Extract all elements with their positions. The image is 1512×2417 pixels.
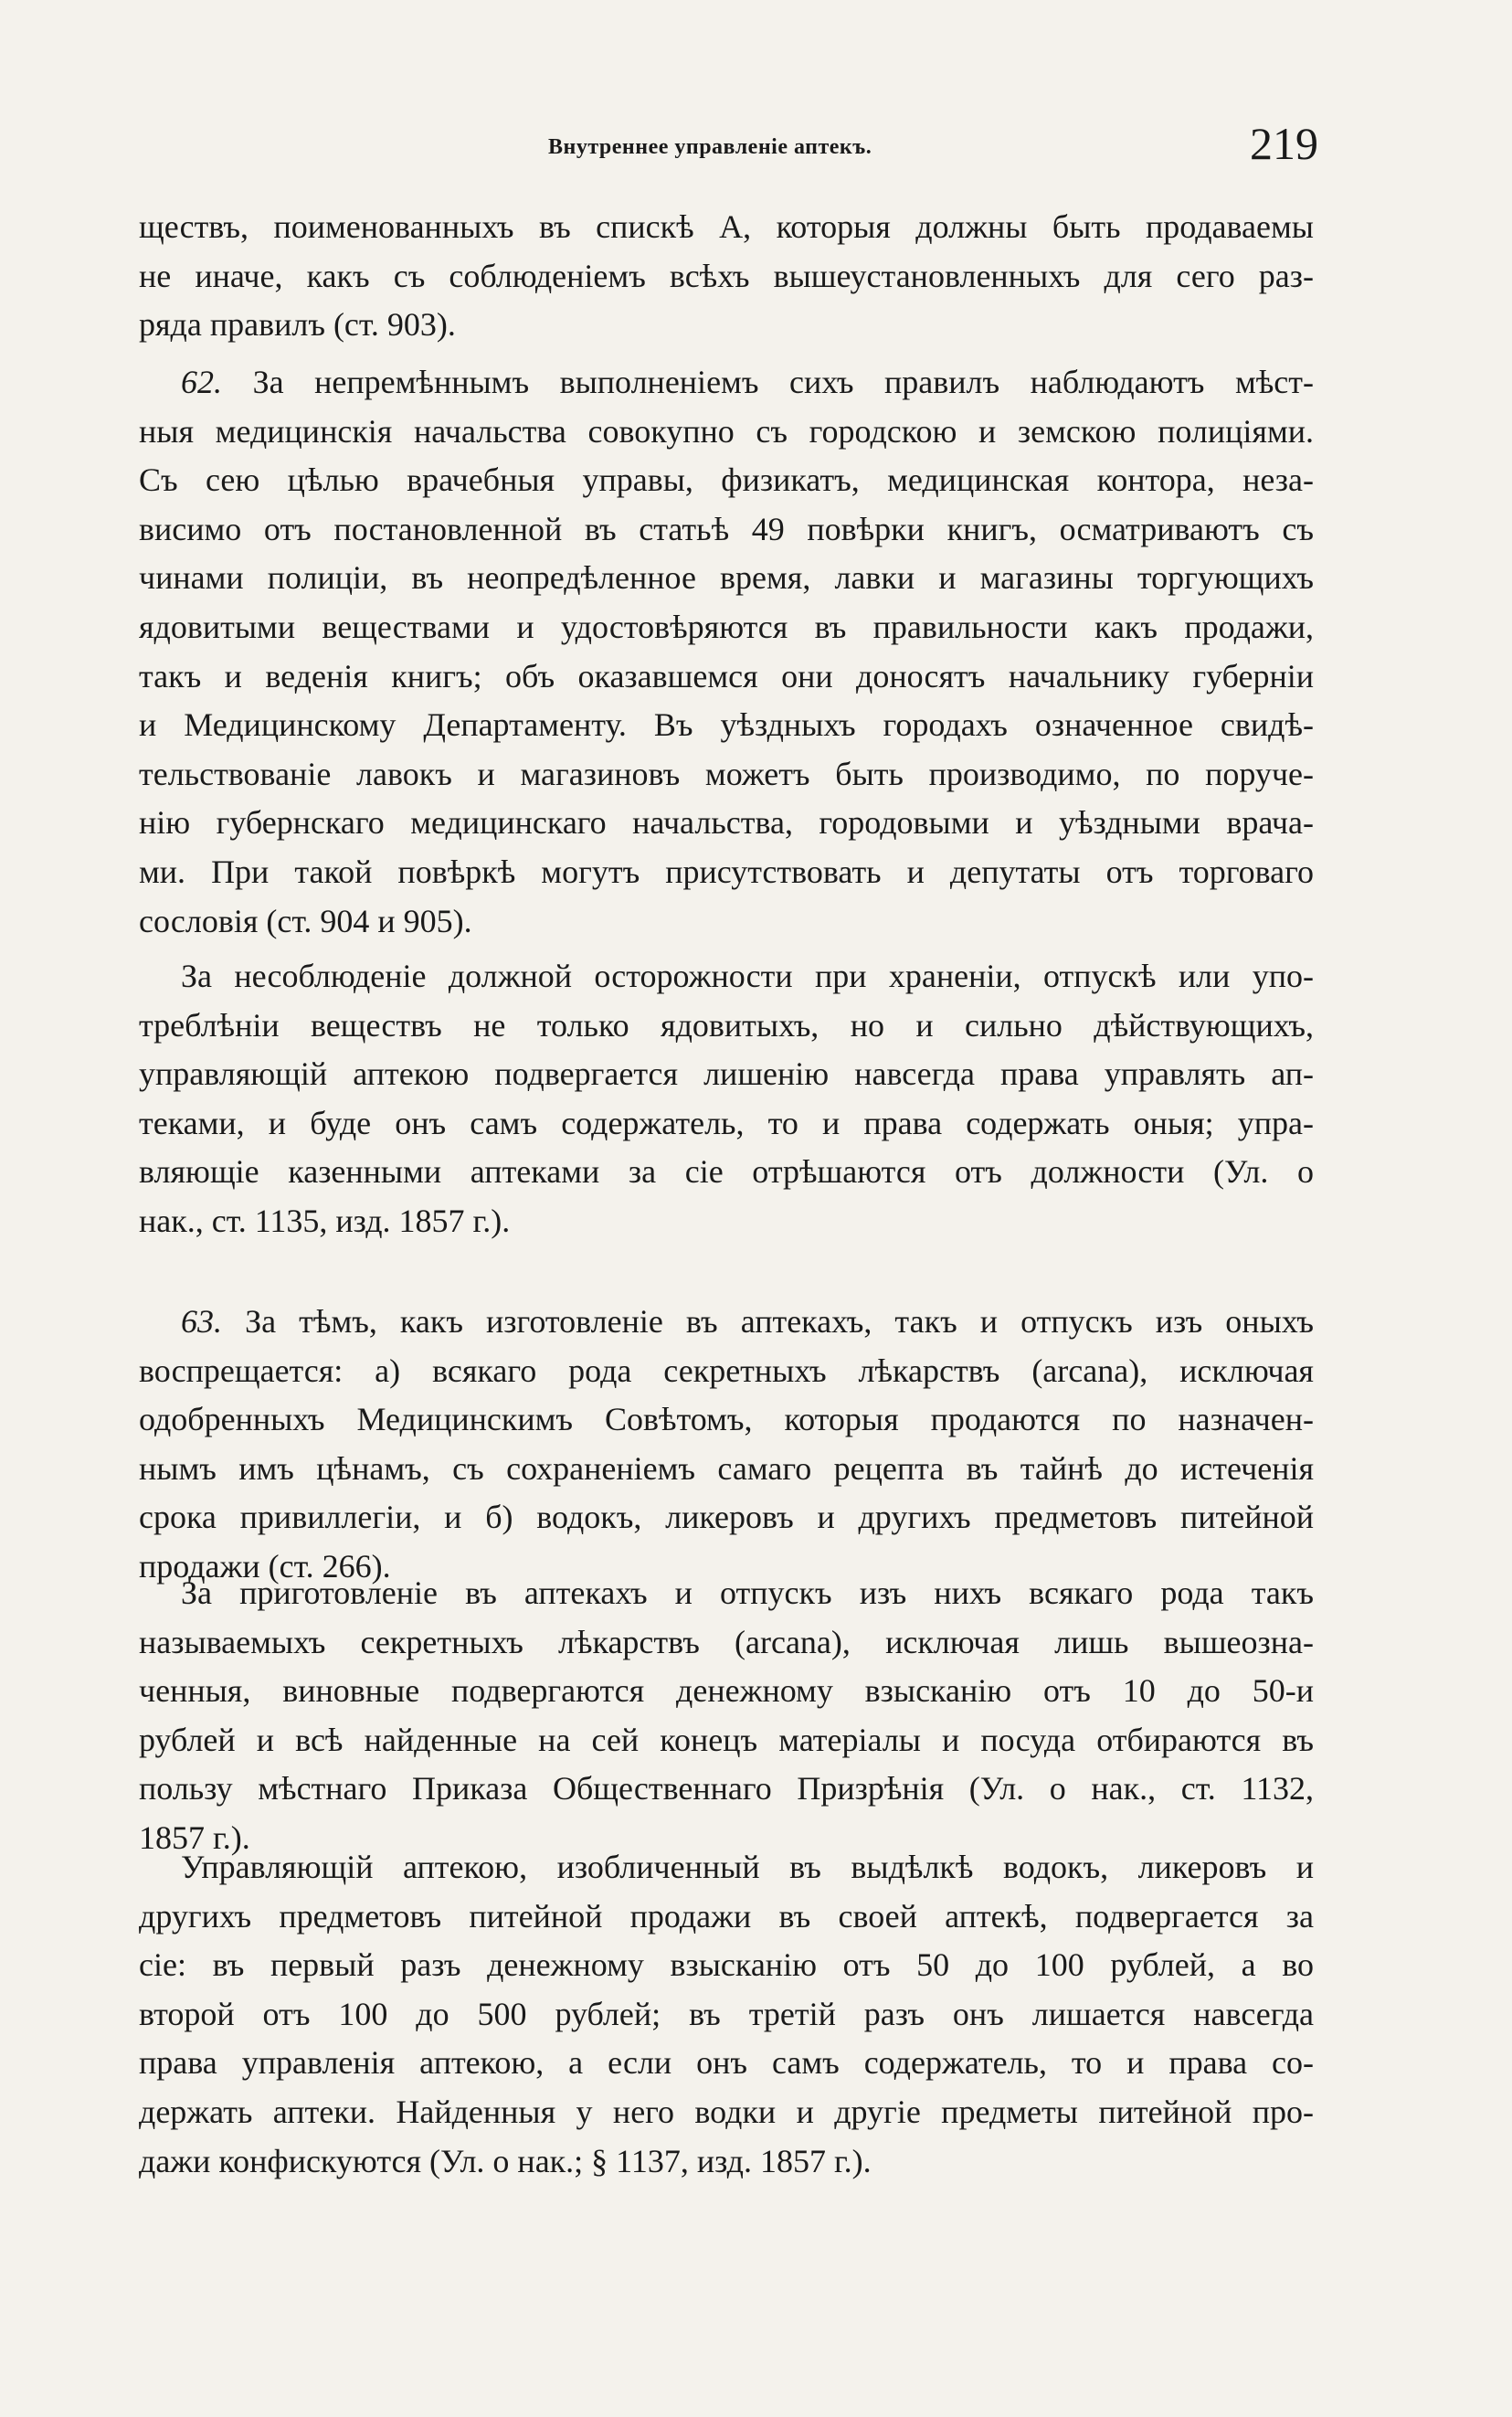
text-line-content: продажи (ст. 266). (139, 1547, 391, 1585)
text-line (139, 2039, 1314, 2088)
text-line-content: За непремѣннымъ выполненіемъ сихъ правилъ наблюдаютъ мѣст- (252, 364, 1315, 400)
text-line-content: управляющій аптекою подвергается лишенію навсегда права управлять ап- (139, 1055, 1314, 1093)
text-line (139, 554, 1314, 603)
text-line (139, 1990, 1314, 2040)
text-line (139, 1445, 1314, 1494)
text-line-content: ченныя, виновные подвергаются денежному взысканію отъ 10 до 50-и (139, 1672, 1314, 1710)
text-line-content: ядовитыми веществами и удостовѣряются въ правильности какъ продажи, (139, 608, 1314, 645)
text-line (139, 1099, 1314, 1149)
text-line-content: такъ и веденія книгъ; объ оказавшемся они доносятъ начальнику губерніи (139, 657, 1314, 694)
text-line-content: За приготовленіе въ аптекахъ и отпускъ изъ нихъ всякаго рода такъ (181, 1574, 1314, 1611)
text-line (139, 799, 1314, 848)
text-line-content: дажи конфискуются (Ул. о нак.; § 1137, изд. 1857 г.). (139, 2142, 872, 2179)
text-line-content: ществъ, поименованныхъ въ спискѣ А, которыя должны быть продаваемы (139, 208, 1314, 245)
text-line (139, 1569, 1314, 1618)
text-line-content: нак., ст. 1135, изд. 1857 г.). (139, 1202, 511, 1239)
text-line (139, 603, 1314, 652)
text-line (139, 203, 1314, 252)
text-line-content: сіе: въ первый разъ денежному взысканію отъ 50 до 100 рублей, а во (139, 1946, 1314, 1984)
text-line-content: одобренныхъ Медицинскимъ Совѣтомъ, которыя продаются по назначен- (139, 1401, 1314, 1438)
text-line (139, 1843, 1314, 1892)
text-line (139, 1667, 1314, 1716)
text-line-content: треблѣніи веществъ не только ядовитыхъ, но и сильно дѣйствующихъ, (139, 1006, 1314, 1044)
text-line-content: Управляющій аптекою, изобличенный въ выдѣлкѣ водокъ, ликеровъ и (181, 1849, 1314, 1885)
text-line-content: тельствованіе лавокъ и магазиновъ можетъ быть производимо, по поруче- (139, 755, 1314, 792)
text-line (139, 252, 1314, 302)
text-line-content: рублей и всѣ найденные на сей конецъ матеріалы и посуда отбираются въ (139, 1721, 1314, 1758)
text-line-content: нію губернскаго медицинскаго начальства, городовыми и уѣздными врача- (139, 804, 1314, 842)
text-line-content: Съ сею цѣлью врачебныя управы, физикатъ, медицинская контора, неза- (139, 461, 1314, 499)
text-line (139, 848, 1314, 897)
paragraph (139, 952, 1314, 1246)
text-line (139, 1493, 1314, 1542)
text-line (139, 1347, 1314, 1396)
paragraph (139, 1843, 1314, 2186)
text-line (139, 1197, 1314, 1246)
text-line (139, 701, 1314, 750)
section-number: 63. (181, 1303, 222, 1340)
text-line-content: ряда правилъ (ст. 903). (139, 306, 456, 344)
text-line (139, 1298, 1314, 1347)
text-line (139, 1892, 1314, 1942)
text-line-content: не иначе, какъ съ соблюденіемъ всѣхъ вышеустановленныхъ для сего раз- (139, 257, 1314, 294)
text-line-content: За несоблюденіе должной осторожности при храненіи, отпускѣ или упо- (181, 958, 1314, 994)
text-line (139, 456, 1314, 505)
text-line-content: права управленія аптекою, а если онъ самъ содержатель, то и права со- (139, 2044, 1314, 2082)
paragraph (139, 1298, 1314, 1592)
text-line-content: воспрещается: а) всякаго рода секретныхъ лѣкарствъ (arcana), исключая (139, 1352, 1314, 1389)
text-line-content: вляющіе казенными аптеками за сіе отрѣшаются отъ должности (Ул. о (139, 1153, 1314, 1191)
text-line (139, 505, 1314, 555)
text-line (139, 1618, 1314, 1668)
running-head (0, 117, 1512, 172)
text-line (139, 952, 1314, 1002)
text-line (139, 2137, 1314, 2187)
text-line (139, 358, 1314, 408)
text-line-content: срока привиллегіи, и б) водокъ, ликеровъ и другихъ предметовъ питейной (139, 1499, 1314, 1536)
text-line-content: называемыхъ секретныхъ лѣкарствъ (arcana), исключая лишь вышеозна- (139, 1623, 1314, 1660)
text-line (139, 408, 1314, 457)
text-line-content: пользу мѣстнаго Приказа Общественнаго Призрѣнія (Ул. о нак., ст. 1132, (139, 1770, 1314, 1807)
text-line-content: держать аптеки. Найденныя у него водки и другіе предметы питейной про- (139, 2093, 1314, 2130)
text-line (139, 1148, 1314, 1197)
text-line-content: другихъ предметовъ питейной продажи въ своей аптекѣ, подвергается за (139, 1897, 1314, 1935)
text-line (139, 1765, 1314, 1814)
text-line-content: и Медицинскому Департаменту. Въ уѣздныхъ городахъ означенное свидѣ- (139, 706, 1314, 744)
text-line-content: висимо отъ постановленной въ статьѣ 49 повѣрки книгъ, осматриваютъ съ (139, 510, 1314, 547)
page-number: 219 (1250, 118, 1318, 169)
text-line (139, 2088, 1314, 2137)
text-line (139, 1002, 1314, 1051)
paragraph (139, 1569, 1314, 1863)
text-line-content: нымъ имъ цѣнамъ, съ сохраненіемъ самаго рецепта въ тайнѣ до истеченія (139, 1449, 1314, 1487)
text-line-content: ныя медицинскія начальства совокупно съ городскою и земскою полиціями. (139, 412, 1314, 450)
text-line (139, 750, 1314, 800)
text-line (139, 652, 1314, 702)
text-line-content: чинами полиціи, въ неопредѣленное время, лавки и магазины торгующихъ (139, 559, 1314, 597)
text-line-content: теками, и буде онъ самъ содержатель, то и права содержать оныя; упра- (139, 1104, 1314, 1141)
text-line (139, 1050, 1314, 1099)
text-line (139, 897, 1314, 947)
text-line (139, 1716, 1314, 1765)
text-line-content: второй отъ 100 до 500 рублей; въ третій разъ онъ лишается навсегда (139, 1995, 1314, 2032)
paragraph (139, 203, 1314, 350)
text-line-content: За тѣмъ, какъ изготовленіе въ аптекахъ, такъ и отпускъ изъ оныхъ (245, 1303, 1315, 1340)
section-number: 62. (181, 364, 222, 400)
paragraph (139, 358, 1314, 946)
running-title: Внутреннее управленіе аптекъ. (548, 135, 872, 159)
text-line-content: сословія (ст. 904 и 905). (139, 902, 472, 939)
text-line (139, 1395, 1314, 1445)
text-line (139, 301, 1314, 350)
text-line-content: ми. При такой повѣркѣ могутъ присутствовать и депутаты отъ торговаго (139, 853, 1314, 890)
text-line (139, 1941, 1314, 1990)
text-line-content: 1857 г.). (139, 1818, 250, 1856)
